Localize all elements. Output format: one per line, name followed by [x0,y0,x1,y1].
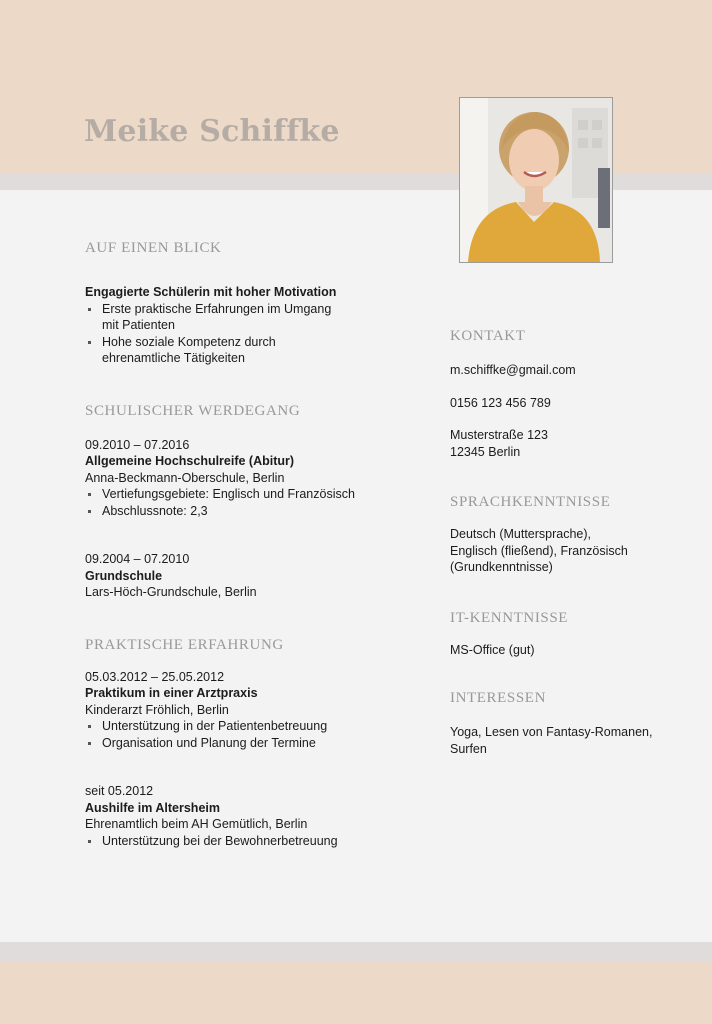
section-it [450,608,680,659]
experience-entry [85,783,405,849]
entry-degree: Allgemeine Hochschulreife (Abitur) [85,454,295,468]
entry-dates: 09.2004 – 07.2010 [85,552,190,566]
interests-line: Yoga, Lesen von Fantasy-Romanen, [450,725,653,739]
contact-phone[interactable]: 0156 123 456 789 [450,395,551,410]
footer-stripe [0,942,712,962]
it-skills: MS-Office (gut) [450,642,535,657]
section-title-it: IT-KENNTNISSE [450,609,569,626]
entry-bullets [85,486,405,519]
section-interests [450,688,680,757]
list-item: Unterstützung bei der Bewohnerbetreuung [85,833,405,850]
section-title-interests: INTERESSEN [450,690,546,706]
education-entry [85,551,405,601]
section-languages [450,492,680,576]
right-column [450,326,680,757]
list-item: Hohe soziale Kompetenz durch ehrenamtliche Tätigkeiten [85,334,302,367]
overview-bullets [85,301,405,367]
list-item: Unterstützung in der Patientenbetreuung [85,718,405,735]
section-title-languages: SPRACHKENNTNISSE [450,494,611,510]
entry-bullets [85,718,405,751]
section-education [85,401,405,601]
contact-street: Musterstraße 123 [450,428,548,442]
entry-school: Lars-Höch-Grundschule, Berlin [85,585,257,599]
language-line: Deutsch (Muttersprache), [450,527,592,541]
entry-employer: Ehrenamtlich beim AH Gemütlich, Berlin [85,817,308,831]
left-column [85,238,405,849]
entry-dates: seit 05.2012 [85,784,154,798]
contact-email[interactable]: m.schiffke@gmail.com [450,363,576,377]
entry-degree: Grundschule [85,568,163,583]
footer-band [0,962,712,1024]
section-experience [85,635,405,850]
section-title-experience: PRAKTISCHE ERFAHRUNG [85,636,284,653]
entry-employer: Kinderarzt Fröhlich, Berlin [85,702,229,717]
applicant-name: Meike Schiffke [84,114,340,149]
experience-entry [85,669,405,752]
interests-line: Surfen [450,741,487,756]
entry-bullets [85,833,405,850]
overview-headline: Engagierte Schülerin mit hoher Motivation [85,285,337,299]
section-title-education: SCHULISCHER WERDEGANG [85,402,301,419]
list-item: Erste praktische Erfahrungen im Umgang mit Patienten [85,301,347,334]
list-item: Vertiefungsgebiete: Englisch und Französisch [85,486,405,503]
section-overview [85,238,405,367]
list-item: Organisation und Planung der Termine [85,735,405,752]
section-title-overview: AUF EINEN BLICK [85,240,222,256]
entry-dates: 09.2010 – 07.2016 [85,437,190,452]
contact-city: 12345 Berlin [450,444,521,459]
education-entry [85,437,405,520]
entry-role: Aushilfe im Altersheim [85,800,220,815]
section-title-contact: KONTAKT [450,328,526,344]
entry-school: Anna-Beckmann-Oberschule, Berlin [85,470,285,485]
language-line: (Grundkenntnisse) [450,560,553,574]
list-item: Abschlussnote: 2,3 [85,503,405,520]
entry-role: Praktikum in einer Arztpraxis [85,686,258,700]
portrait-photo-icon [459,97,613,263]
entry-dates: 05.03.2012 – 25.05.2012 [85,669,225,684]
section-contact [450,326,680,460]
language-line: Englisch (fließend), Französisch [450,543,628,558]
